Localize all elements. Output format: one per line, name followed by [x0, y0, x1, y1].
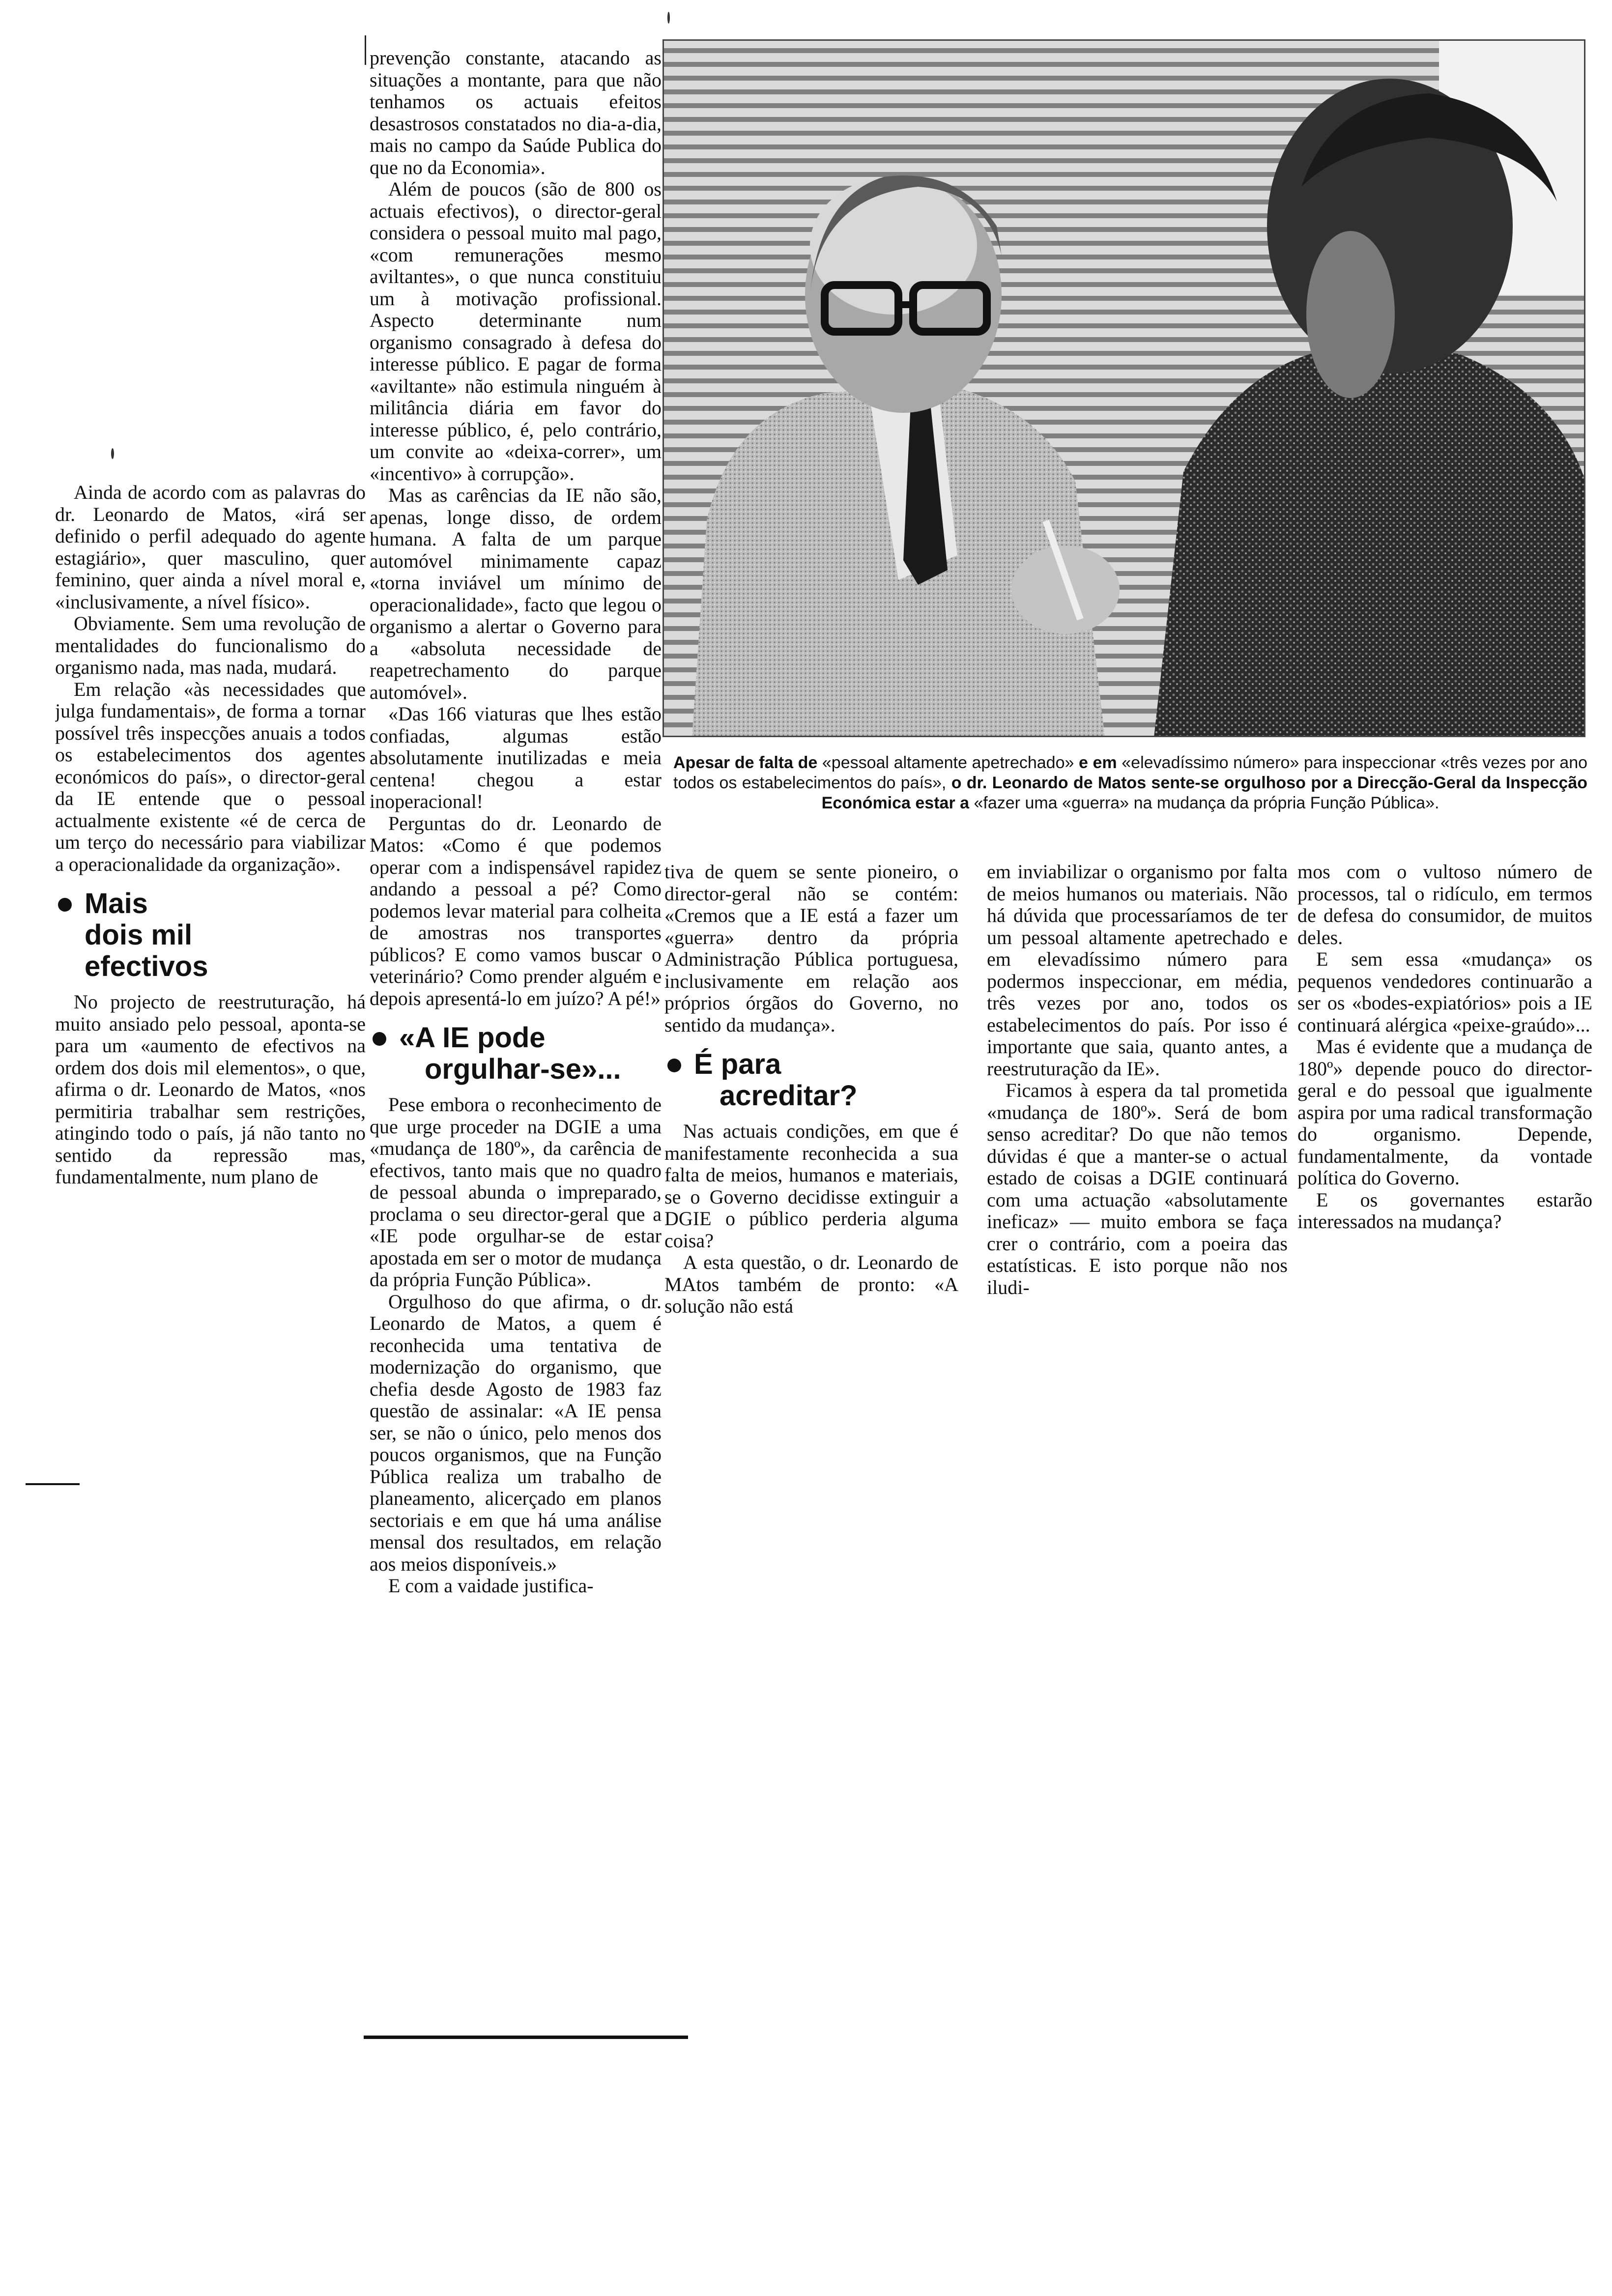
bullet-icon: [58, 898, 72, 912]
photo-caption: Apesar de falta de «pessoal altamente apetrechado» e em «elevadíssimo número» para inspeccionar «três vezes por ano todos os estabelecimentos do país», o dr. Leonardo de Matos sente-se orgulhoso por a Direcção-Geral da Inspecção Económica estar a «fazer uma «guerra» na mudança da própria Função Pública».: [673, 753, 1588, 812]
paragraph: Ficamos à espera da tal prometida «mudança de 180º». Será de bom senso acreditar? Do que não temos dúvidas é que a manter-se o actual estado de coisas a DGIE continuará com uma actuação «absolutamente ineficaz» — muito embora se faça crer o contrário, com a poeira das estatísticas. E isto porque não nos iludi-: [987, 1079, 1288, 1298]
scan-speck: [111, 448, 114, 459]
paragraph: Nas actuais condições, em que é manifestamente reconhecida a sua falta de meios, humanos e materiais, se o Governo decidisse extinguir a DGIE o público perderia alguma coisa?: [664, 1120, 958, 1252]
paragraph: Orgulhoso do que afirma, o dr. Leonardo de Matos, a quem é reconhecida uma tentativa de modernização do organismo, que chefia desde Agosto de 1983 faz questão de assinalar: «A IE pensa ser, se não o único, pelo menos dos poucos organismos, que na Função Pública realiza um trabalho de planeamento, alicerçado em planos sectoriais e em que há uma análise mensal dos resultados, em relação aos meios disponíveis.»: [370, 1290, 662, 1575]
paragraph: Em relação «às necessidades que julga fundamentais», de forma a tornar possível três inspecções anuais a todos os estabelecimentos dos agentes económicos do país», o director-geral da IE entende que o pessoal actualmente existente «é de cerca de um terço do necessário para viabilizar a operacionalidade da organização».: [55, 678, 366, 875]
paragraph: tiva de quem se sente pioneiro, o director-geral não se contém: «Cremos que a IE está a fazer um «guerra» dentro da própria Administração Pública portuguesa, inclusivamente em relação aos próprios órgãos do Governo, no sentido da mudança».: [664, 861, 958, 1036]
article-column-5: [1297, 861, 1592, 1352]
article-column-1: [55, 482, 366, 1474]
paragraph: Além de poucos (são de 800 os actuais efectivos), o director-geral considera o pessoal muito mal pago, «com remunerações mesmo aviltantes», o que nunca constituiu um à motivação profissional. Aspecto determinante num organismo consagrado à defesa do interesse público. E pagar de forma «aviltante» não estimula ninguém à militância diária em favor do interesse público, é, pelo contrário, um convite ao «deixa-correr», um «incentivo» à corrupção».: [370, 178, 662, 485]
paragraph: E sem essa «mudança» os pequenos vendedores continuarão a ser os «bodes-expiatórios» pois a IE continuará alérgica «peixe-graúdo»...: [1297, 948, 1592, 1036]
paragraph: E os governantes estarão interessados na mudança?: [1297, 1188, 1592, 1233]
article-photograph: [662, 39, 1585, 737]
paragraph: Mas as carências da IE não são, apenas, longe disso, de ordem humana. A falta de um parque automóvel minimamente capaz «torna inviável um mínimo de operacionalidade», facto que legou o organismo a alertar o Governo para a «absoluta necessidade de reapetrechamento do parque automóvel».: [370, 484, 662, 703]
bullet-icon: [373, 1032, 386, 1046]
scan-speck: [667, 12, 670, 24]
section-heading-mais-dois-mil-efectivos: Mais dois mil efectivos: [55, 888, 366, 982]
paragraph: Mas é evidente que a mudança de 180º» depende pouco do director-geral e do pessoal que igualmente aspira por uma radical transformação do organismo. Depende, fundamentalmente, da vontade política do Governo.: [1297, 1035, 1592, 1189]
paragraph: Ainda de acordo com as palavras do dr. Leonardo de Matos, «irá ser definido o perfil adequado do agente estagiário», quer masculino, quer feminino, quer ainda a nível moral e, «inclusivamente, a nível físico».: [55, 482, 366, 613]
bullet-icon: [667, 1059, 681, 1072]
paragraph: «Das 166 viaturas que lhes estão confiadas, algumas estão absolutamente inutilizadas e meia centena! chegou a estar inoperacional!: [370, 703, 662, 812]
paragraph: Pese embora o reconhecimento de que urge proceder na DGIE a uma «mudança de 180º», da carência de efectivos, tanto mais que no quadro de pessoal abunda o impreparado, proclama o seu director-geral que a «IE pode orgulhar-se de estar apostada em ser o motor de mudança da própria Função Pública».: [370, 1093, 662, 1291]
paragraph: Obviamente. Sem uma revolução de mentalidades do funcionalismo do organismo nada, mas nada, mudará.: [55, 612, 366, 678]
bottom-rule: [364, 2036, 688, 2039]
article-column-4: [987, 861, 1288, 1451]
paragraph: mos com o vultoso número de processos, tal o ridículo, em termos de defesa do consumidor, de muitos deles.: [1297, 861, 1592, 948]
scan-mark: [26, 1483, 80, 1485]
article-column-3: [664, 861, 958, 1451]
paragraph: No projecto de reestruturação, há muito ansiado pelo pessoal, aponta-se para um «aumento de efectivos na ordem dos dois mil elementos», o que, afirma o dr. Leonardo de Matos, «nos permitiria trabalhar sem restrições, atingindo todo o país, já não tanto no sentido da repressão mas, fundamentalmente, num plano de: [55, 991, 366, 1188]
paragraph: em inviabilizar o organismo por falta de meios humanos ou materiais. Não há dúvida que processaríamos de ter um pessoal altamente apetrechado e em elevadíssimo número para podermos inspeccionar, em média, três vezes por ano, todos os estabelecimentos do país. Por isso é importante que saia, quanto antes, a reestruturação da IE».: [987, 861, 1288, 1080]
paragraph: A esta questão, o dr. Leonardo de MAtos também de pronto: «A solução não está: [664, 1251, 958, 1317]
section-heading-a-ie-pode-orgulhar-se: «A IE pode orgulhar-se»...: [370, 1022, 662, 1085]
section-heading-e-para-acreditar: É para acreditar?: [664, 1049, 958, 1112]
article-column-2: [370, 47, 662, 2033]
paragraph: prevenção constante, atacando as situações a montante, para que não tenhamos os actuais efeitos desastrosos constatados no dia-a-dia, mais no campo da Saúde Publica do que no da Economia».: [370, 47, 662, 178]
paragraph: E com a vaidade justifica-: [388, 1575, 594, 1597]
paragraph: Perguntas do dr. Leonardo de Matos: «Como é que podemos operar com a indispensável rapidez andando a pessoal a pé? Como podemos levar material para colheita de amostras nos transportes públicos? E como vamos buscar o veterinário? Como prender alguém e depois apresentá-lo em juízo? A pé!»: [370, 812, 662, 1009]
column-rule: [365, 35, 366, 65]
